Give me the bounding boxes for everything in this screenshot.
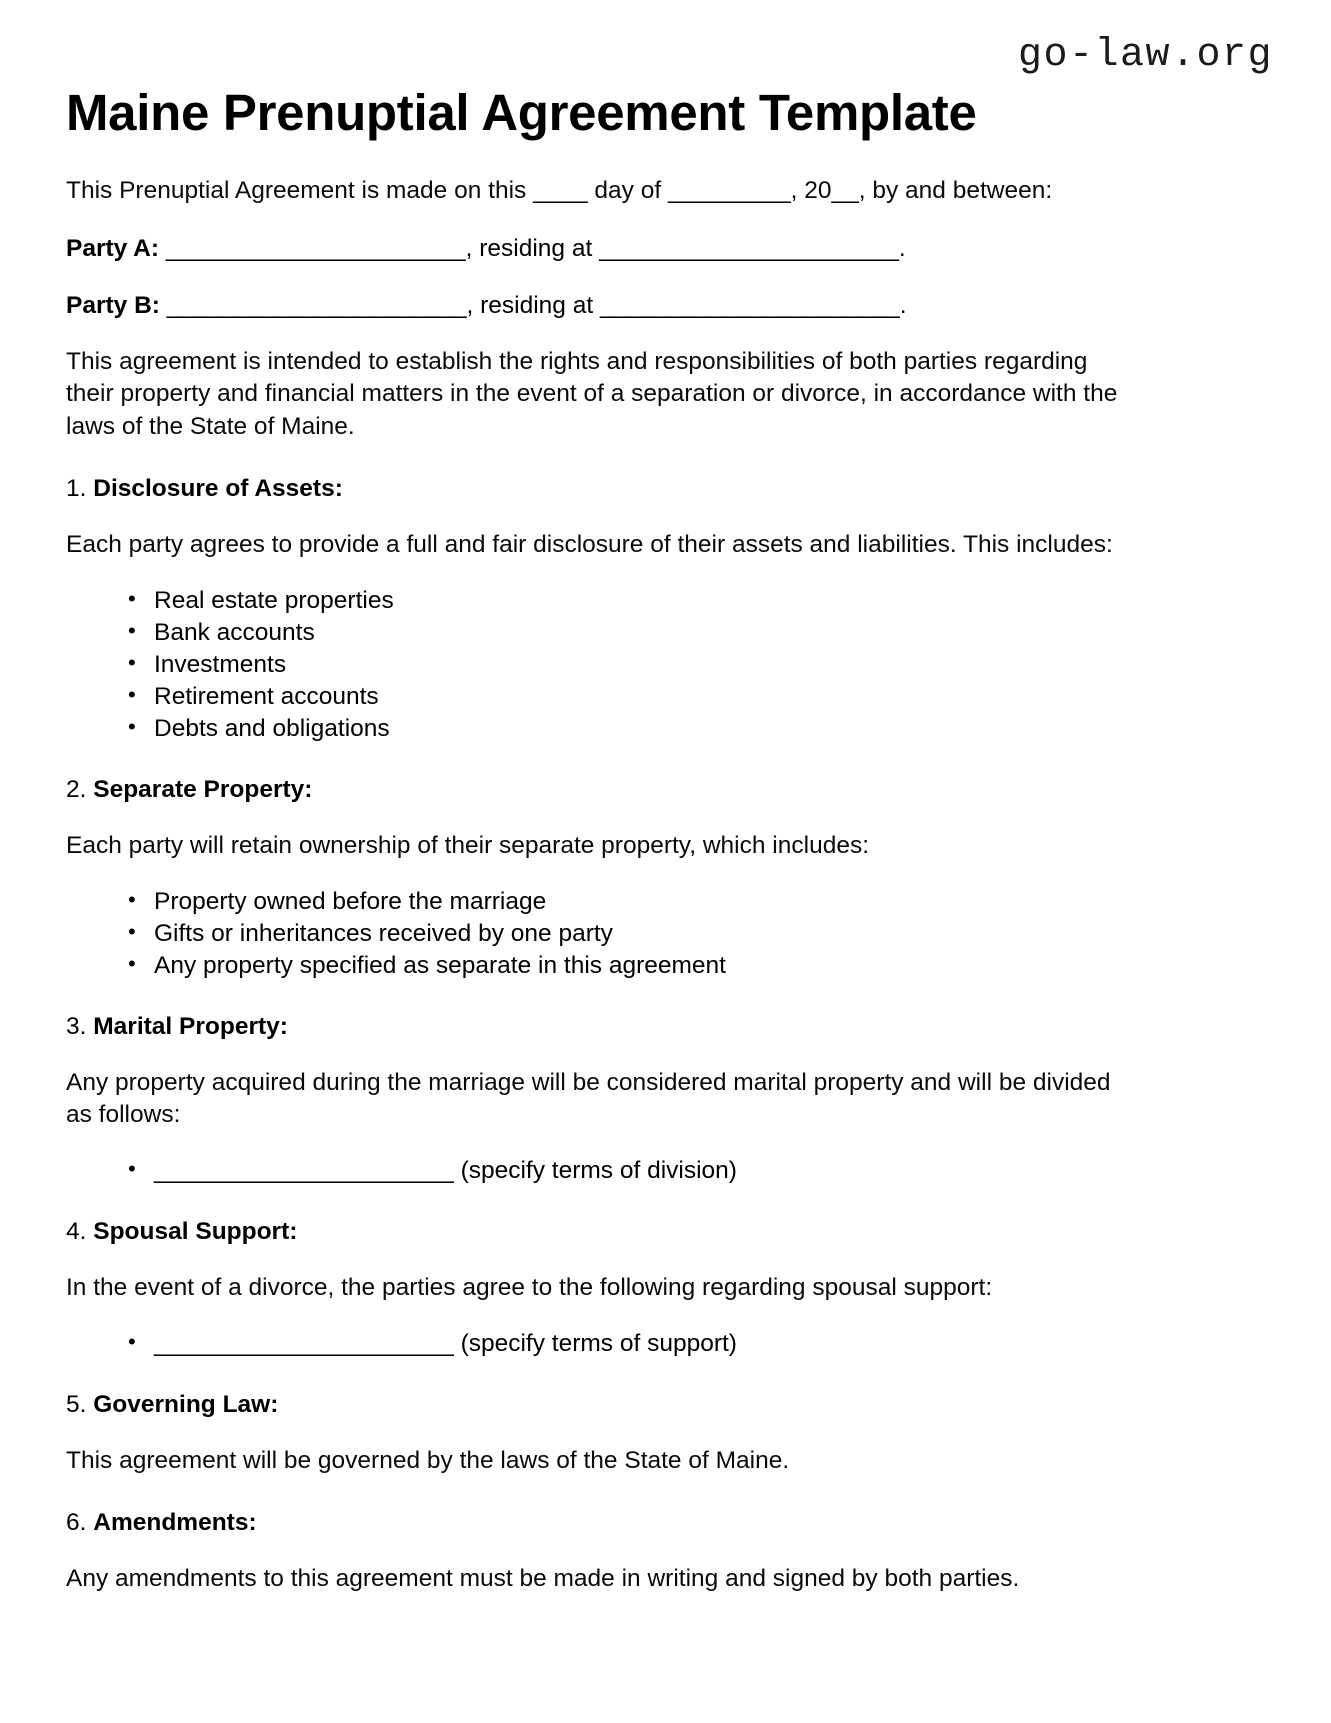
list-item: • Any property specified as separate in this agreement — [128, 952, 1136, 981]
section-heading-4 — [66, 1216, 1136, 1248]
section-body-6: Any amendments to this agreement must be made in writing and signed by both parties. — [66, 1565, 1020, 1593]
list-item-fill-in: • ______________________ (specify terms of division) — [128, 1157, 1136, 1186]
list-item: • Retirement accounts — [128, 683, 1136, 712]
list-item: • Investments — [128, 651, 1136, 680]
section-number-6: 6. — [66, 1509, 87, 1537]
section-list-2 — [66, 888, 1136, 981]
section-name-4: Spousal Support: — [93, 1218, 298, 1246]
party-a-label: Party A: — [66, 235, 160, 263]
party-b-label: Party B: — [66, 291, 160, 319]
section-list-1 — [66, 587, 1136, 744]
party-a-blanks: ______________________, residing at ______________________. — [159, 235, 906, 263]
page-title: Maine Prenuptial Agreement Template — [66, 84, 977, 141]
section-list-4 — [66, 1330, 1136, 1359]
section-name-6: Amendments: — [93, 1509, 257, 1537]
purpose-paragraph: This agreement is intended to establish the rights and responsibilities of both parties regarding their property and financial matters in the event of a separation or divorce, in accordance with the laws of the State of Maine. — [66, 348, 1118, 440]
site-watermark: go-law.org — [1017, 33, 1273, 78]
section-heading-2 — [66, 774, 1136, 806]
party-b-line — [66, 290, 1136, 322]
section-name-5: Governing Law: — [93, 1391, 279, 1419]
section-number-3: 3. — [66, 1012, 87, 1040]
intro-paragraph: This Prenuptial Agreement is made on this ____ day of _________, 20__, by and between: — [66, 177, 1053, 205]
section-heading-5 — [66, 1389, 1136, 1421]
section-number-5: 5. — [66, 1391, 87, 1419]
section-number-2: 2. — [66, 775, 87, 803]
list-item: • Gifts or inheritances received by one party — [128, 920, 1136, 949]
section-number-4: 4. — [66, 1218, 87, 1246]
list-item-fill-in: • ______________________ (specify terms of support) — [128, 1330, 1136, 1359]
section-number-1: 1. — [66, 475, 87, 503]
section-name-3: Marital Property: — [93, 1012, 288, 1040]
list-item: • Real estate properties — [128, 587, 1136, 616]
list-item: • Property owned before the marriage — [128, 888, 1136, 917]
list-item: • Bank accounts — [128, 619, 1136, 648]
section-heading-3 — [66, 1011, 1136, 1043]
list-item: • Debts and obligations — [128, 715, 1136, 744]
section-list-3 — [66, 1157, 1136, 1186]
party-b-blanks: ______________________, residing at ______________________. — [159, 291, 907, 319]
party-a-line — [66, 233, 1136, 265]
section-body-5: This agreement will be governed by the laws of the State of Maine. — [66, 1447, 790, 1474]
section-name-1: Disclosure of Assets: — [93, 475, 343, 503]
section-heading-1 — [66, 473, 1136, 505]
section-body-4: In the event of a divorce, the parties agree to the following regarding spousal support: — [66, 1273, 993, 1301]
section-body-3: Any property acquired during the marriage will be considered marital property and will be divided as follows: — [66, 1068, 1111, 1128]
section-body-2: Each party will retain ownership of their separate property, which includes: — [66, 831, 869, 859]
document-content — [66, 84, 1136, 1622]
section-name-2: Separate Property: — [93, 775, 313, 803]
section-heading-6 — [66, 1507, 1136, 1539]
section-body-1: Each party agrees to provide a full and fair disclosure of their assets and liabilities. This includes: — [66, 530, 1113, 558]
